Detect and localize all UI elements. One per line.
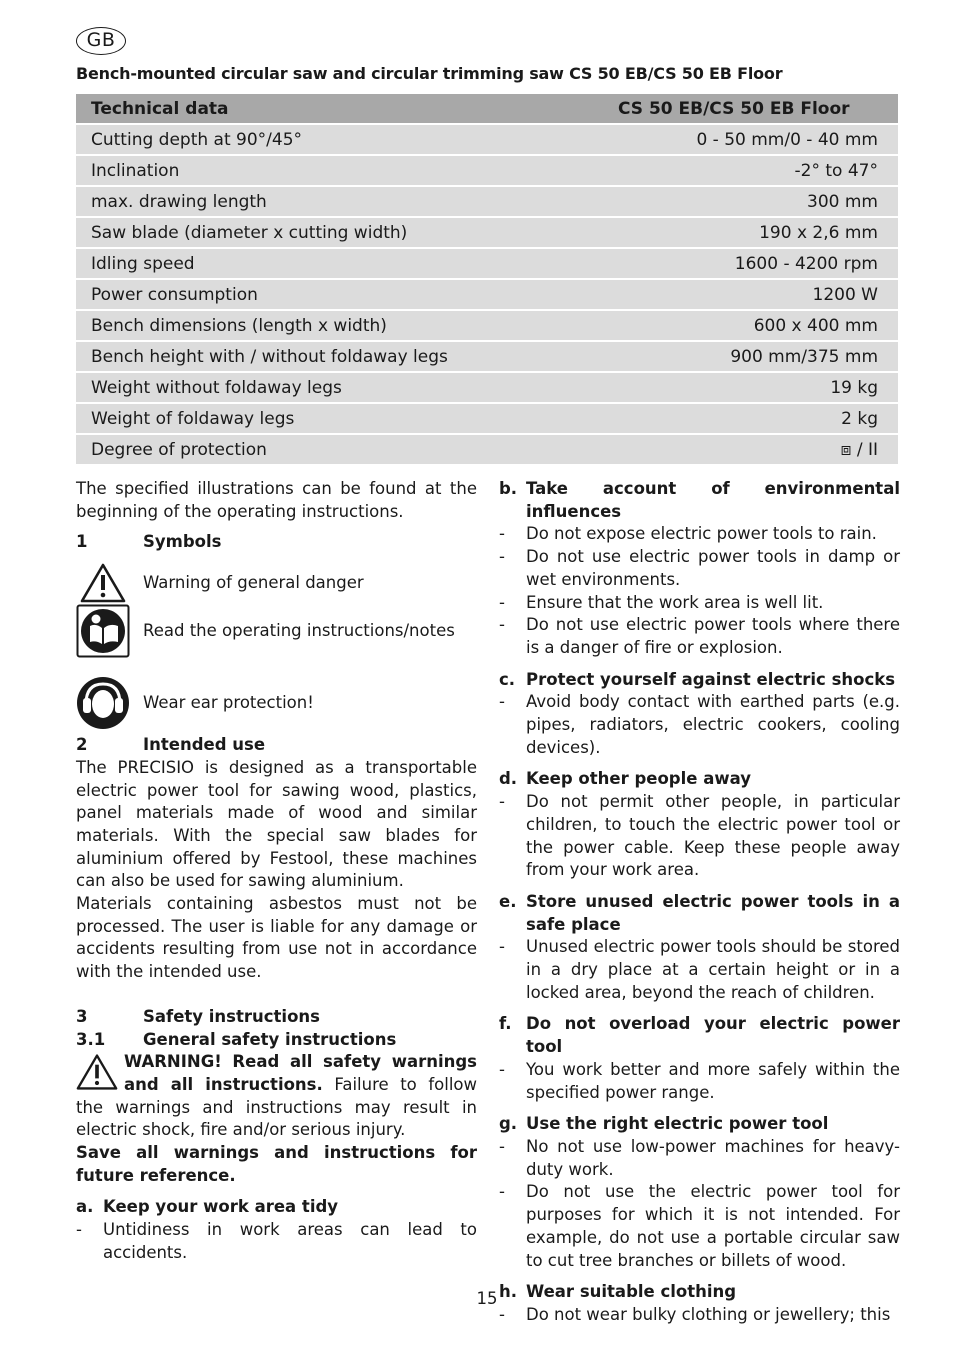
subsection-title: Keep your work area tidy bbox=[103, 1197, 339, 1217]
warning-paragraph bbox=[76, 1051, 477, 1142]
subsection-title: Wear suitable clothing bbox=[526, 1282, 737, 1302]
list-item bbox=[499, 546, 900, 591]
section-number: 1 bbox=[76, 532, 88, 552]
subsection-heading bbox=[499, 768, 900, 791]
spec-value: 300 mm bbox=[618, 187, 898, 216]
list-item-text: Do not use electric power tools where there is a danger of fire or explosion. bbox=[526, 615, 900, 657]
list-item-text: No not use low-power machines for heavy-duty work. bbox=[526, 1136, 900, 1179]
list-dash: - bbox=[499, 547, 505, 567]
section-number: 3 bbox=[76, 1006, 88, 1026]
table-row bbox=[76, 373, 898, 402]
table-row bbox=[76, 311, 898, 340]
table-header-row bbox=[76, 94, 898, 123]
subsection-title: Do not overload your electric power tool bbox=[526, 1014, 900, 1057]
symbol-label: Warning of general danger bbox=[143, 572, 364, 592]
list-dash: - bbox=[499, 592, 505, 612]
list-item bbox=[76, 1219, 477, 1264]
section-title: Intended use bbox=[143, 735, 266, 755]
spec-label: max. drawing length bbox=[76, 187, 618, 216]
table-row bbox=[76, 404, 898, 433]
list-item bbox=[499, 791, 900, 882]
list-dash: - bbox=[499, 692, 505, 712]
page-number: 15 bbox=[476, 1289, 498, 1308]
list-item-text: You work better and more safely within the specified power range. bbox=[526, 1059, 900, 1102]
spec-value: 19 kg bbox=[618, 373, 898, 402]
table-row bbox=[76, 280, 898, 309]
subsection-key: g. bbox=[499, 1114, 518, 1134]
spec-label: Bench dimensions (length x width) bbox=[76, 311, 618, 340]
list-item-text: Do not wear bulky clothing or jewellery; this bbox=[526, 1304, 891, 1324]
subsection-key: e. bbox=[499, 891, 517, 911]
table-row bbox=[76, 156, 898, 185]
subsection-title: Take account of environmental influences bbox=[526, 479, 900, 521]
list-item bbox=[499, 523, 900, 546]
left-column bbox=[76, 478, 477, 1265]
ear-protection-icon bbox=[76, 676, 130, 730]
warning-body-text: Failure to follow the warnings and instructions may result in electric shock, fire and/or serious injury. bbox=[76, 1074, 478, 1140]
section-3-heading bbox=[76, 1006, 477, 1029]
subsection-title: Use the right electric power tool bbox=[526, 1114, 829, 1134]
section-title: Safety instructions bbox=[143, 1006, 320, 1026]
subsection-heading bbox=[499, 1113, 900, 1136]
list-item-text: Untidiness in work areas can lead to accidents. bbox=[103, 1220, 477, 1262]
symbol-ear-protection bbox=[76, 676, 477, 730]
list-item-text: Do not use the electric power tool for purposes for which it is not intended. For example, do not use a portable circular saw to cut tree branches or billets of wood. bbox=[526, 1182, 900, 1270]
read-manual-icon bbox=[76, 604, 130, 658]
spec-label: Weight without foldaway legs bbox=[76, 373, 618, 402]
spec-value: 900 mm/375 mm bbox=[618, 342, 898, 371]
subsection-heading bbox=[76, 1196, 477, 1219]
list-item-text: Unused electric power tools should be stored in a dry place at a certain height or in a locked area, beyond the reach of children. bbox=[526, 937, 900, 1002]
list-item bbox=[499, 1136, 900, 1181]
spec-value: 2 kg bbox=[618, 404, 898, 433]
table-row bbox=[76, 125, 898, 154]
list-dash: - bbox=[499, 1136, 505, 1156]
list-dash: - bbox=[499, 792, 505, 812]
subsection-heading bbox=[499, 1013, 900, 1058]
subsection-title: Protect yourself against electric shocks bbox=[526, 669, 896, 689]
section-number: 2 bbox=[76, 735, 88, 755]
spec-label: Idling speed bbox=[76, 249, 618, 278]
list-item-text: Ensure that the work area is well lit. bbox=[526, 592, 824, 612]
intended-use-paragraph-2: Materials containing asbestos must not be processed. The user is liable for any damage or accidents resulting from use not in accordance with the intended use. bbox=[76, 894, 477, 982]
spec-label: Inclination bbox=[76, 156, 618, 185]
technical-data-table bbox=[76, 92, 898, 466]
symbol-read-manual bbox=[76, 604, 477, 658]
list-item-text: Do not use electric power tools in damp or wet environments. bbox=[526, 547, 900, 589]
spec-value: 1600 - 4200 rpm bbox=[618, 249, 898, 278]
subsection-key: f. bbox=[499, 1014, 512, 1034]
warning-triangle-icon bbox=[76, 556, 130, 610]
subsection-title: Store unused electric power tools in a safe place bbox=[526, 891, 900, 934]
table-row bbox=[76, 187, 898, 216]
spec-label: Weight of foldaway legs bbox=[76, 404, 618, 433]
list-item-text: Do not permit other people, in particular children, to touch the electric power tool or the power cable. Keep these people away from your work area. bbox=[526, 792, 900, 880]
subsection-key: d. bbox=[499, 769, 518, 789]
subsection-key: c. bbox=[499, 669, 516, 689]
spec-label: Cutting depth at 90°/45° bbox=[76, 125, 618, 154]
section-number: 3.1 bbox=[76, 1029, 106, 1049]
subsection-key: b. bbox=[499, 479, 518, 498]
subsection-title: Keep other people away bbox=[526, 769, 751, 789]
subsection-key: a. bbox=[76, 1197, 94, 1217]
country-badge: GB bbox=[76, 27, 126, 55]
symbol-label: Read the operating instructions/notes bbox=[143, 620, 455, 640]
list-item bbox=[499, 936, 900, 1004]
table-header-label: Technical data bbox=[76, 94, 618, 123]
list-dash: - bbox=[76, 1220, 82, 1240]
spec-label: Degree of protection bbox=[76, 435, 618, 464]
table-row bbox=[76, 435, 898, 464]
warning-triangle-icon bbox=[76, 1053, 120, 1093]
spec-label: Power consumption bbox=[76, 280, 618, 309]
list-dash: - bbox=[499, 937, 505, 957]
spec-label: Saw blade (diameter x cutting width) bbox=[76, 218, 618, 247]
table-row bbox=[76, 342, 898, 371]
section-title: General safety instructions bbox=[143, 1029, 397, 1049]
list-item bbox=[499, 1059, 900, 1104]
list-item bbox=[499, 1181, 900, 1272]
symbol-warning bbox=[76, 556, 477, 610]
intended-use-paragraph-1: The PRECISIO is designed as a transportable electric power tool for sawing wood, plastics, panel materials made of wood and similar materials. With the special saw blades for aluminium offered by Festool, these machines can also be used for sawing aluminium. bbox=[76, 757, 477, 891]
symbol-label: Wear ear protection! bbox=[143, 692, 314, 712]
list-dash: - bbox=[499, 1182, 505, 1202]
subsection-heading bbox=[499, 891, 900, 936]
list-item bbox=[499, 614, 900, 659]
subsection-heading bbox=[499, 669, 900, 692]
spec-label: Bench height with / without foldaway legs bbox=[76, 342, 618, 371]
spec-value: 0 - 50 mm/0 - 40 mm bbox=[618, 125, 898, 154]
section-1-heading bbox=[76, 531, 477, 554]
save-instructions-note: Save all warnings and instructions for future reference. bbox=[76, 1143, 477, 1185]
warning-bold-text: WARNING! Read all safety warnings and all instructions. bbox=[124, 1052, 477, 1094]
list-item-text: Do not expose electric power tools to rain. bbox=[526, 524, 877, 544]
spec-value: 600 x 400 mm bbox=[618, 311, 898, 340]
spec-value: -2° to 47° bbox=[618, 156, 898, 185]
spec-value: 190 x 2,6 mm bbox=[618, 218, 898, 247]
list-dash: - bbox=[499, 1059, 505, 1079]
list-dash: - bbox=[499, 524, 505, 544]
section-3-1-heading bbox=[76, 1029, 477, 1052]
table-row bbox=[76, 249, 898, 278]
list-dash: - bbox=[499, 1304, 505, 1324]
intro-text: The specified illustrations can be found at the beginning of the operating instructions. bbox=[76, 479, 477, 521]
list-item bbox=[499, 691, 900, 759]
document-title: Bench-mounted circular saw and circular trimming saw CS 50 EB/CS 50 EB Floor bbox=[76, 64, 783, 83]
list-item bbox=[499, 592, 900, 615]
table-row bbox=[76, 218, 898, 247]
section-title: Symbols bbox=[143, 532, 222, 552]
list-dash: - bbox=[499, 615, 505, 635]
subsection-key: h. bbox=[499, 1282, 518, 1302]
section-2-heading bbox=[76, 734, 477, 757]
right-column bbox=[499, 478, 900, 1327]
subsection-heading bbox=[499, 478, 900, 523]
list-item-text: Avoid body contact with earthed parts (e.g. pipes, radiators, electric cookers, cooling devices). bbox=[526, 692, 900, 757]
table-header-model: CS 50 EB/CS 50 EB Floor bbox=[618, 94, 898, 123]
spec-value: 1200 W bbox=[618, 280, 898, 309]
spec-value: ⧈ / II bbox=[618, 435, 898, 464]
